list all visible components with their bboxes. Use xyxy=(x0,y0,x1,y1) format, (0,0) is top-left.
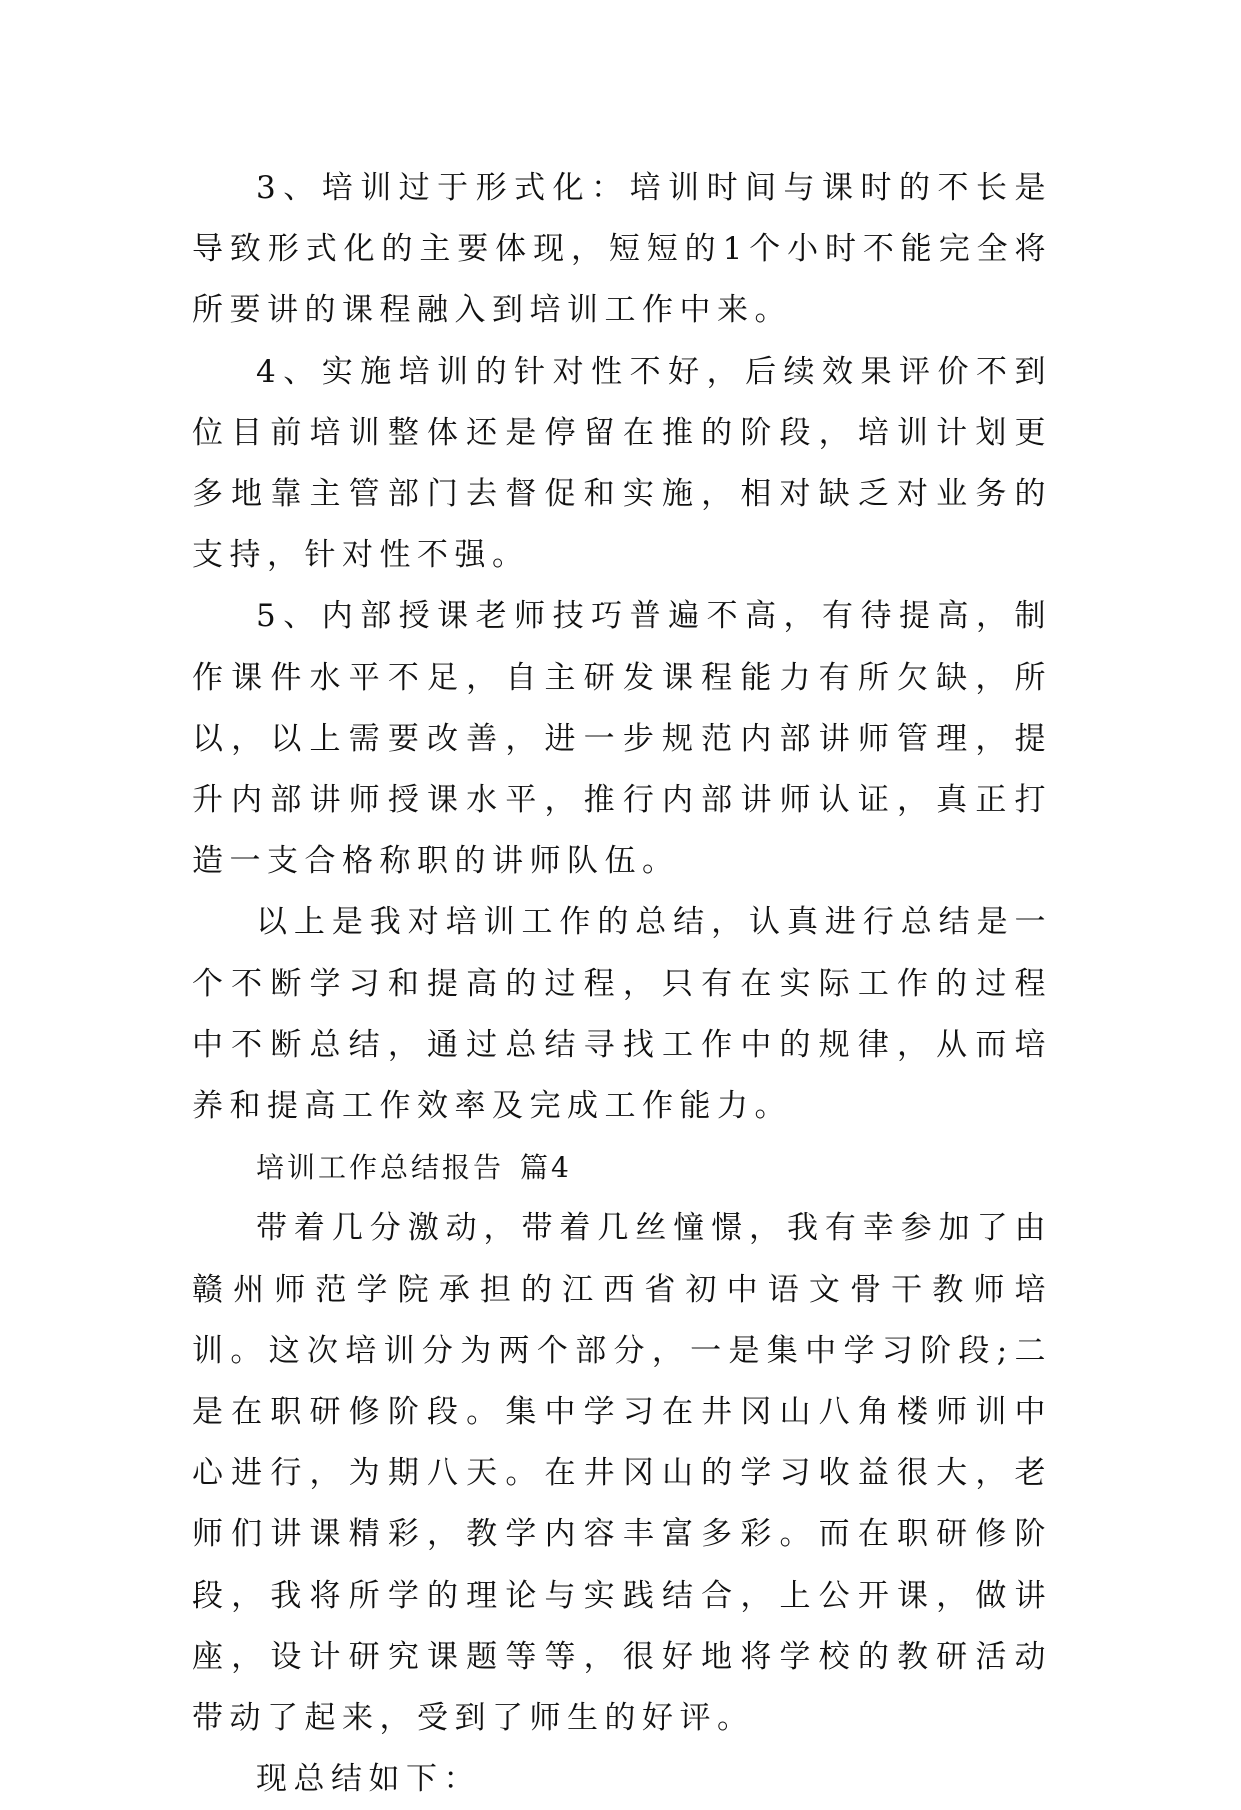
paragraph-item-4: 4、实施培训的针对性不好，后续效果评价不到位目前培训整体还是停留在推的阶段，培训计划更多地靠主管部门去督促和实施，相对缺乏对业务的支持，针对性不强。 xyxy=(192,353,1052,574)
section-heading-part: 篇4 xyxy=(520,1151,572,1185)
document-body xyxy=(192,158,1052,1810)
section-heading xyxy=(192,1137,1052,1198)
paragraph-item-3: 3、培训过于形式化：培训时间与课时的不长是导致形式化的主要体现，短短的1个小时不能完全将所要讲的课程融入到培训工作中来。 xyxy=(192,170,1052,329)
paragraph-item-5: 5、内部授课老师技巧普遍不高，有待提高，制作课件水平不足，自主研发课程能力有所欠缺，所以，以上需要改善，进一步规范内部讲师管理，提升内部讲师授课水平，推行内部讲师认证，真正打造一支合格称职的讲师队伍。 xyxy=(192,598,1052,880)
section-heading-title: 培训工作总结报告 xyxy=(256,1151,505,1185)
paragraph-training-intro: 带着几分激动，带着几丝憧憬，我有幸参加了由赣州师范学院承担的江西省初中语文骨干教师培训。这次培训分为两个部分，一是集中学习阶段;二是在职研修阶段。集中学习在井冈山八角楼师训中心进行，为期八天。在井冈山的学习收益很大，老师们讲课精彩，教学内容丰富多彩。而在职研修阶段，我将所学的理论与实践结合，上公开课，做讲座，设计研究课题等等，很好地将学校的教研活动带动了起来，受到了师生的好评。 xyxy=(192,1210,1052,1737)
paragraph-summary-lead: 现总结如下： xyxy=(256,1761,481,1798)
paragraph-conclusion: 以上是我对培训工作的总结，认真进行总结是一个不断学习和提高的过程，只有在实际工作的过程中不断总结，通过总结寻找工作中的规律，从而培养和提高工作效率及完成工作能力。 xyxy=(192,904,1052,1125)
